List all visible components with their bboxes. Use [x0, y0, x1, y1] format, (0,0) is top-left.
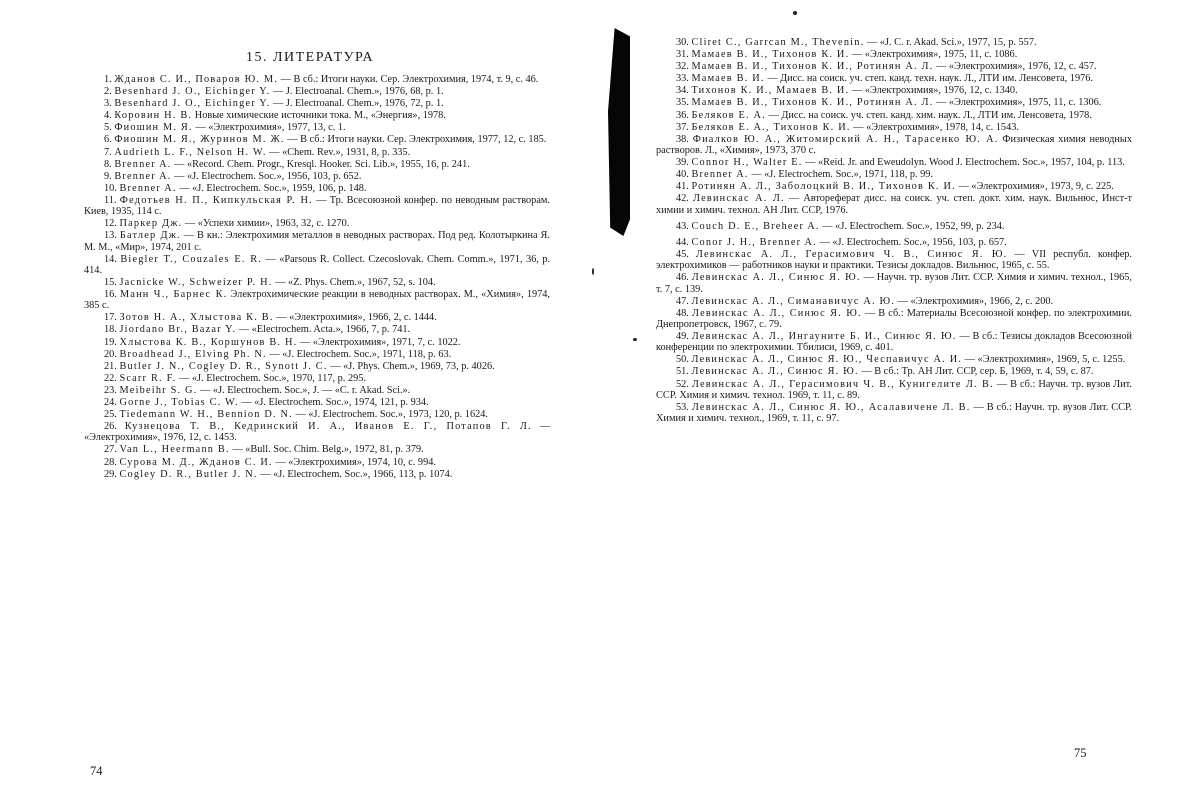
- reference-list-right: [656, 37, 1132, 425]
- reference-details: — Дисс. на соиск. уч. степ. канд. техн. наук. Л., ЛТИ им. Ленсовета, 1976.: [764, 73, 1093, 85]
- reference-number: 41.: [676, 181, 689, 193]
- reference-authors: Левинскас А. Л., Ингауните Б. И., Синюс Я. Ю.: [691, 331, 957, 343]
- reference-number: 25.: [104, 409, 117, 421]
- reference-details: — «J. Electrochem. Soc.», 1959, 106, p. 148.: [176, 182, 367, 194]
- reference-item: [84, 218, 550, 229]
- reference-details: — «Электрохимия», 1975, 11, с. 1306.: [933, 97, 1102, 109]
- reference-authors: Тихонов К. И., Мамаев В. И.: [691, 85, 850, 97]
- reference-item: [84, 122, 550, 133]
- reference-authors: Фиалков Ю. А., Житомирский А. Н., Тарасенко Ю. А.: [692, 133, 999, 145]
- reference-details: — «Reid. Jr. and Eweudolyn. Wood J. Electrochem. Soc.», 1957, 104, p. 113.: [802, 157, 1125, 169]
- reference-number: 20.: [104, 348, 117, 360]
- reference-authors: Cogley D. R., Butler J. N.: [119, 468, 258, 480]
- reference-item: [84, 289, 550, 311]
- reference-number: 50.: [676, 354, 689, 366]
- reference-authors: Jacnicke W., Schweizer P. H.: [119, 276, 273, 288]
- reference-details: — «J. Electrochem. Soc.», 1973, 120, p. 1624.: [292, 409, 488, 421]
- reference-details: — «Электрохимия», 1978, 14, с. 1543.: [850, 121, 1019, 133]
- reference-number: 33.: [676, 73, 689, 85]
- reference-number: 22.: [104, 372, 117, 384]
- reference-details: — «Электрохимия», 1976, 12, с. 1453.: [84, 421, 550, 444]
- reference-item: [84, 385, 550, 396]
- reference-item: [84, 195, 550, 217]
- reference-authors: Cliret C., Garrcan M., Thevenin.: [691, 37, 865, 48]
- reference-item: [656, 366, 1132, 377]
- reference-details: — «J. Electrochem. Soc.», 1956, 103, p. 652.: [171, 170, 362, 182]
- reference-number: 49.: [676, 331, 689, 343]
- reference-authors: Мамаев В. И., Тихонов К. И., Ротинян А. Л.: [691, 97, 934, 109]
- reference-number: 29.: [104, 468, 117, 480]
- reference-item: [84, 457, 550, 468]
- reference-number: 45.: [676, 249, 689, 261]
- reference-item: [656, 110, 1132, 121]
- reference-details: — «Успехи химии», 1963, 32, с. 1270.: [182, 218, 350, 230]
- reference-authors: Левинскас А. Л., Герасимович Ч. В., Кунигелите Л. В.: [691, 378, 994, 390]
- reference-details: — «Электрохимия», 1975, 11, с. 1086.: [849, 49, 1018, 61]
- reference-details: — В сб.: Тр. АН Лит. ССР, сер. Б, 1969, т. 4, 59, с. 87.: [858, 366, 1094, 378]
- reference-item: [656, 134, 1132, 156]
- reference-item: [84, 147, 550, 158]
- reference-number: 35.: [676, 97, 689, 109]
- reference-item: [656, 193, 1132, 215]
- reference-details: Физическая химия неводных растворов. Л., «Химия», 1973, 370 с.: [656, 133, 1132, 156]
- reference-number: 31.: [676, 49, 689, 61]
- reference-item: [84, 337, 550, 348]
- reference-authors: Couch D. E., Breheer A.: [691, 220, 820, 232]
- reference-item: [656, 73, 1132, 84]
- scan-speck-mark: [592, 268, 594, 275]
- reference-number: 46.: [676, 272, 689, 284]
- reference-details: — «J. Electrochem. Soc.», 1971, 118, p. 63.: [266, 348, 452, 360]
- reference-item: [656, 354, 1132, 365]
- reference-authors: Scarr R. F.: [119, 372, 177, 384]
- reference-authors: Besenhard J. O., Eichinger Y.: [114, 86, 271, 98]
- reference-number: 40.: [676, 169, 689, 181]
- reference-number: 24.: [104, 396, 117, 408]
- reference-details: — «Record. Chem. Progr., Kresql. Hooker. Sci. Lib.», 1955, 16, p. 241.: [171, 158, 470, 170]
- reference-authors: Besenhard J. O., Eichinger Y.: [114, 98, 271, 110]
- reference-details: — «Chem. Rev.», 1931, 8, p. 335.: [266, 146, 411, 158]
- reference-item: [656, 331, 1132, 353]
- reference-item: [84, 74, 550, 85]
- reference-item: [656, 157, 1132, 168]
- reference-item: [84, 134, 550, 145]
- reference-authors: Biegler T., Couzales E. R.: [120, 253, 263, 265]
- reference-authors: Зотов Н. А., Хлыстова К. В.: [119, 312, 274, 324]
- reference-details: — «J. Electrochem. Soc.», 1952, 99, p. 234.: [819, 220, 1005, 232]
- reference-authors: Левинскас А. Л.: [693, 193, 785, 205]
- reference-authors: Хлыстова К. В., Коршунов В. Н.: [119, 336, 298, 348]
- reference-item: [84, 349, 550, 360]
- reference-details: — «Электрохимия», 1966, 2, с. 200.: [895, 295, 1054, 307]
- reference-details: — «J. Electrochem. Soc.», J. — «C. r. Akad. Sci.».: [197, 384, 411, 396]
- reference-item: [84, 98, 550, 109]
- reference-item: [656, 237, 1132, 248]
- reference-item: [656, 122, 1132, 133]
- reference-details: — «J. Electrochem. Soc.», 1974, 121, p. 934.: [238, 396, 429, 408]
- reference-authors: Tiedemann W. H., Bennion D. N.: [119, 409, 293, 421]
- reference-item: [656, 272, 1132, 294]
- reference-item: [656, 49, 1132, 60]
- reference-item: [656, 249, 1132, 271]
- reference-number: 2.: [104, 86, 112, 98]
- reference-details: — В сб.: Итоги науки. Сер. Электрохимия, 1974, т. 9, с. 46.: [278, 74, 539, 85]
- reference-number: 27.: [104, 444, 117, 456]
- reference-number: 21.: [104, 360, 117, 372]
- reference-list-left: [84, 74, 550, 481]
- reference-item: [656, 296, 1132, 307]
- reference-details: — «Электрохимия», 1973, 9, с. 225.: [955, 181, 1114, 193]
- reference-authors: Brenner A.: [691, 169, 749, 181]
- reference-number: 26.: [104, 421, 117, 433]
- reference-authors: Brenner A.: [114, 158, 172, 170]
- reference-details: — «J. Electrochem. Soc.», 1970, 117, p. 295.: [176, 372, 366, 384]
- reference-authors: Левинскас А. Л., Синюс Я. Ю.: [691, 366, 859, 378]
- page-number-left: 74: [90, 764, 103, 778]
- page-number-right: 75: [1074, 746, 1087, 760]
- reference-number: 11.: [104, 194, 117, 206]
- reference-authors: Левинскас А. Л., Синюс Я. Ю.: [691, 272, 861, 284]
- scan-speck-mark: [633, 338, 637, 341]
- reference-number: 7.: [104, 146, 112, 158]
- section-heading: 15. ЛИТЕРАТУРА: [246, 50, 375, 65]
- reference-number: 12.: [104, 218, 117, 230]
- reference-number: 14.: [104, 253, 117, 265]
- reference-item: [656, 37, 1132, 48]
- reference-item: [84, 230, 550, 252]
- reference-item: [84, 312, 550, 323]
- reference-number: 32.: [676, 61, 689, 73]
- reference-details: — В сб.: Итоги науки. Сер. Электрохимия, 1977, 12, с. 185.: [284, 134, 547, 146]
- reference-number: 4.: [104, 110, 112, 122]
- reference-authors: Коровин Н. В.: [114, 110, 193, 122]
- reference-details: — Дисс. на соиск. уч. степ. канд. хим. наук. Л., ЛТИ им. Ленсовета, 1978.: [765, 109, 1092, 121]
- reference-number: 51.: [676, 366, 689, 378]
- reference-details: — «Электрохимия», 1974, 10, с. 994.: [272, 456, 436, 468]
- reference-details: — «Electrochem. Acta.», 1966, 7, p. 741.: [236, 324, 411, 336]
- reference-details: — В сб.: Тезисы докладов Всесоюзной конференции по электрохимии. Тбилиси, 1969, с. 401.: [656, 331, 1132, 354]
- reference-item: [84, 409, 550, 420]
- reference-number: 6.: [104, 134, 112, 146]
- reference-details: — «Bull. Soc. Chim. Belg.», 1972, 81, p. 379.: [229, 444, 424, 456]
- reference-details: — «J. Electrochem. Soc.», 1966, 113, p. 1074.: [257, 468, 453, 480]
- reference-number: 39.: [676, 157, 689, 169]
- reference-details: — J. Electroanal. Chem.», 1976, 72, p. 1.: [270, 98, 444, 110]
- reference-details: — «Электрохимия», 1969, 5, с. 1255.: [962, 354, 1126, 366]
- reference-item: [656, 221, 1132, 232]
- reference-authors: Батлер Дж.: [119, 230, 181, 242]
- reference-number: 43.: [676, 220, 689, 232]
- reference-details: — «J. C. r. Akad. Sci.», 1977, 15, p. 557.: [864, 37, 1037, 48]
- reference-number: 5.: [104, 122, 112, 134]
- reference-number: 1.: [104, 74, 112, 85]
- reference-authors: Левинскас А. Л., Герасимович Ч. В., Синюс Я. Ю.: [695, 249, 1008, 261]
- reference-details: — «J. Electrochem. Soc.», 1956, 103, p. 657.: [816, 236, 1007, 248]
- reference-details: — «Электрохимия», 1976, 12, с. 1340.: [849, 85, 1018, 97]
- reference-item: [84, 277, 550, 288]
- reference-item: [84, 171, 550, 182]
- reference-number: 9.: [104, 170, 112, 182]
- reference-details: — «J. Phys. Chem.», 1969, 73, p. 4026.: [327, 360, 495, 372]
- reference-authors: Беляков Е. А., Тихонов К. И.: [691, 121, 851, 133]
- reference-details: — Тр. Всесоюзной конфер. по неводным растворам. Киев, 1935, 114 с.: [84, 194, 550, 218]
- reference-number: 16.: [104, 289, 117, 301]
- reference-item: [84, 444, 550, 455]
- reference-authors: Van L., Heermann B.: [119, 444, 230, 456]
- reference-details: — «Электрохимия», 1977, 13, с. 1.: [192, 122, 346, 134]
- reference-item: [656, 169, 1132, 180]
- reference-item: [84, 373, 550, 384]
- reference-number: 18.: [104, 324, 117, 336]
- reference-number: 37.: [676, 121, 689, 133]
- reference-authors: Фиошин М. Я.: [114, 122, 193, 134]
- reference-number: 30.: [676, 37, 689, 48]
- reference-number: 17.: [104, 312, 117, 324]
- reference-item: [656, 61, 1132, 72]
- reference-details: Электрохимические реакции в неводных растворах. М., «Химия», 1974, 385 с.: [84, 289, 550, 312]
- reference-item: [84, 110, 550, 121]
- reference-authors: Мамаев В. И., Тихонов К. И., Ротинян А. Л.: [691, 61, 934, 73]
- reference-number: 34.: [676, 85, 689, 97]
- reference-authors: Meibeihr S. G.: [119, 384, 198, 396]
- reference-authors: Беляков Е. А.: [691, 109, 766, 121]
- reference-number: 23.: [104, 384, 117, 396]
- reference-details: — Автореферат дисс. на соиск. уч. степ. докт. хим. наук. Вильнюс, Инст-т химии и химич. технол. АН Лит. ССР, 1976.: [656, 193, 1133, 216]
- reference-item: [84, 159, 550, 170]
- reference-authors: Brenner A.: [119, 182, 177, 194]
- reference-item: [84, 324, 550, 335]
- reference-number: 28.: [104, 456, 117, 468]
- reference-authors: Манн Ч., Барнес К.: [119, 289, 228, 301]
- reference-authors: Butler J. N., Cogley D. R., Synott J. C.: [119, 360, 328, 372]
- reference-number: 53.: [676, 401, 689, 413]
- reference-number: 15.: [104, 276, 117, 288]
- reference-number: 42.: [676, 193, 689, 205]
- reference-item: [656, 308, 1132, 330]
- reference-item: [656, 402, 1132, 424]
- reference-authors: Левинскас А. Л., Симанавичус А. Ю.: [691, 295, 896, 307]
- reference-authors: Фиошин М. Я., Журинов М. Ж.: [114, 134, 285, 146]
- reference-authors: Conor J. H., Brenner A.: [691, 236, 817, 248]
- reference-authors: Сурова М. Д., Жданов С. И.: [119, 456, 273, 468]
- reference-number: 8.: [104, 158, 112, 170]
- reference-number: 13.: [104, 230, 117, 242]
- reference-details: — J. Electroanal. Chem.», 1976, 68, p. 1.: [270, 86, 444, 98]
- reference-authors: Левинскас А. Л., Синюс Я. Ю., Чеспавичус А. И.: [691, 354, 963, 366]
- reference-details: — «Электрохимия», 1966, 2, с. 1444.: [273, 312, 437, 324]
- reference-details: Новые химические источники тока. М., «Энергия», 1978.: [192, 110, 446, 122]
- reference-number: 10.: [104, 182, 117, 194]
- reference-number: 48.: [676, 307, 689, 319]
- reference-item: [84, 469, 550, 480]
- reference-item: [84, 421, 550, 443]
- reference-details: — В сб.: Научн. тр. вузов Лит. ССР. Химия и химич. технол. 1969, т. 11, с. 89.: [656, 378, 1132, 401]
- reference-details: — В кн.: Электрохимия металлов в неводных растворах. Под ред. Колотыркина Я. М. М., «Мир», 1974, 201 с.: [84, 230, 550, 253]
- reference-authors: Паркер Дж.: [119, 218, 183, 230]
- reference-details: — «Parsous R. Collect. Czecoslovak. Chem. Comm.», 1971, 36, p. 414.: [84, 253, 551, 276]
- reference-details: — «Z. Phys. Chem.», 1967, 52, s. 104.: [272, 276, 436, 288]
- reference-authors: Jiordano Br., Bazar Y.: [119, 324, 237, 336]
- scan-speck-mark: [793, 11, 797, 15]
- reference-details: — «Электрохимия», 1971, 7, с. 1022.: [297, 336, 461, 348]
- reference-authors: Gorne J., Tobias C. W.: [119, 396, 239, 408]
- reference-number: 44.: [676, 236, 689, 248]
- reference-authors: Brenner A.: [114, 170, 172, 182]
- reference-number: 38.: [676, 133, 689, 145]
- reference-details: — «J. Electrochem. Soc.», 1971, 118, p. 99.: [748, 169, 934, 181]
- reference-authors: Жданов С. И., Поваров Ю. М.: [114, 74, 279, 85]
- reference-details: — «Электрохимия», 1976, 12, с. 457.: [933, 61, 1097, 73]
- right-page: [600, 0, 1200, 811]
- reference-authors: Федотьев Н. П., Кипкульская Р. Н.: [119, 194, 313, 206]
- reference-item: [84, 183, 550, 194]
- reference-details: — В сб.: Материалы Всесоюзной конфер. по электрохимии. Днепропетровск, 1967, с. 79.: [656, 307, 1132, 330]
- reference-item: [656, 181, 1132, 192]
- reference-authors: Мамаев В. И.: [691, 73, 765, 85]
- reference-details: — В сб.: Научн. тр. вузов Лит. ССР. Химия и химич. технол., 1969, т. 11, с. 97.: [656, 401, 1132, 424]
- reference-authors: Левинскас А. Л., Синюс Я. Ю., Асалавичене Л. В.: [691, 401, 971, 413]
- reference-item: [84, 254, 550, 276]
- reference-authors: Мамаев В. И., Тихонов К. И.: [691, 49, 850, 61]
- reference-authors: Connor H., Walter E.: [691, 157, 803, 169]
- reference-item: [84, 397, 550, 408]
- reference-item: [656, 97, 1132, 108]
- reference-authors: Ротинян А. Л., Заболоцкий В. И., Тихонов К. И.: [691, 181, 956, 193]
- reference-authors: Кузнецова Т. В., Кедринский И. А., Иванов Е. Г., Потапов Г. Л.: [124, 421, 532, 433]
- reference-authors: Broadhead J., Elving Ph. N.: [119, 348, 267, 360]
- reference-number: 19.: [104, 336, 117, 348]
- reference-details: — VII республ. конфер. электрохимиков — работников науки и практики. Тезисы докладов. Вильнюс, 1965, с. 55.: [656, 249, 1132, 272]
- reference-authors: Левинскас А. Л., Синюс Я. Ю.: [691, 307, 862, 319]
- reference-item: [656, 379, 1132, 401]
- reference-number: 52.: [676, 378, 689, 390]
- reference-authors: Audrieth L. F., Nelson H. W.: [114, 146, 267, 158]
- reference-number: 47.: [676, 295, 689, 307]
- reference-item: [84, 86, 550, 97]
- reference-item: [84, 361, 550, 372]
- reference-number: 36.: [676, 109, 689, 121]
- reference-number: 3.: [104, 98, 112, 110]
- reference-item: [656, 85, 1132, 96]
- reference-details: — Научн. тр. вузов Лит. ССР. Химия и химич. технол., 1965, т. 7, с. 139.: [656, 272, 1133, 295]
